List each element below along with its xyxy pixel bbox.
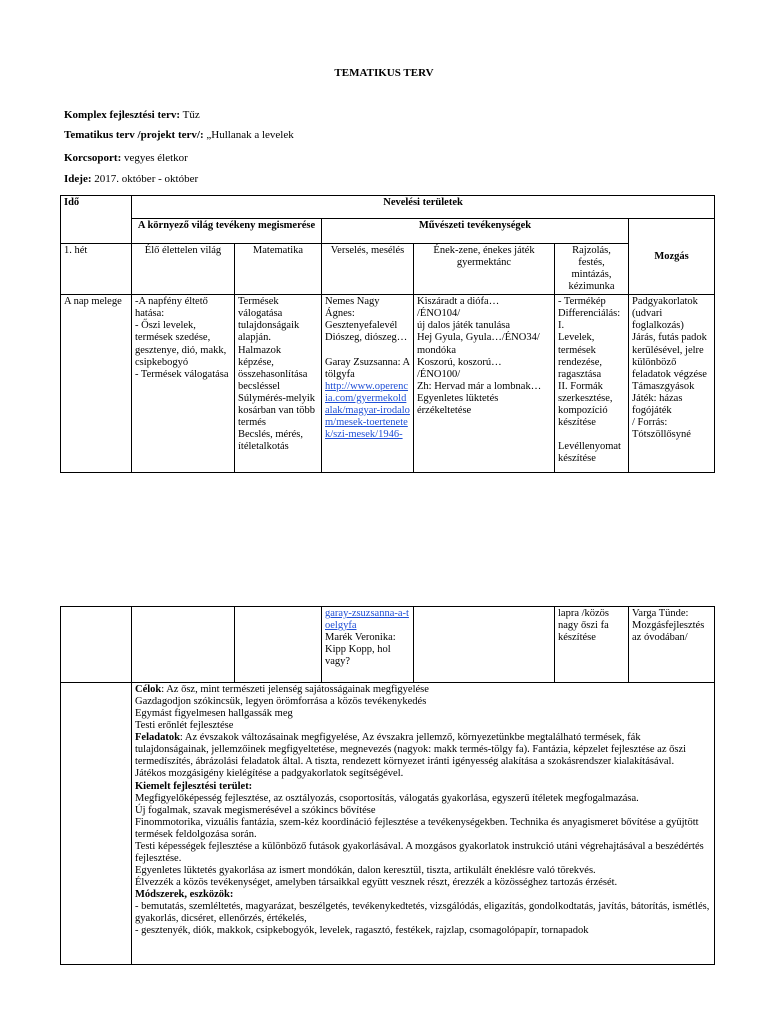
header-muveszeti: Művészeti tevékenységek: [322, 219, 629, 244]
cell-verseles-cont: [322, 607, 414, 683]
meta-value: Tűz: [180, 109, 200, 121]
celok-line: [135, 684, 711, 696]
tolgyfa-link-cont[interactable]: garay-zsuzsanna-a-toelgyfa: [325, 608, 409, 632]
header-elo: Élő élettelen világ: [132, 244, 235, 295]
header-rajzolas: Rajzolás, festés, mintázás, kézimunka: [555, 244, 629, 295]
meta-value: „Hullanak a levelek: [203, 129, 294, 141]
cell-verseles: [322, 295, 414, 473]
cell-rajzolas: - Termékép Differenciálás: I. Levelek, termések rendezése, ragasztása II. Formák szerkesztése, kompozíció készítése Levéllenyomat készítése: [555, 295, 629, 473]
cell-matek: Termések válogatása tulajdonságaik alapján. Halmazok képzése, összehasonlítása becsléssel Súlymérés-melyik kosárban van több termés Becslés, mérés, ítéletalkotás: [235, 295, 322, 473]
cell-elo: -A napfény éltető hatása: - Őszi levelek, termések szedése, gesztenye, dió, makk, csipkebogyó - Termések válogatása: [132, 295, 235, 473]
meta-value: vegyes életkor: [121, 152, 188, 164]
table-header-row: [61, 196, 715, 219]
meta-korcsoport: [64, 152, 188, 165]
header-het: 1. hét: [61, 244, 132, 295]
table-subheader-row: [61, 244, 715, 295]
kiemelt-item: Élvezzék a közös tevékenységet, amelyben társaikkal együtt vesznek részt, érezzék a közösséghez tartozás érzését.: [135, 877, 618, 888]
header-verseles: Verselés, mesélés: [322, 244, 414, 295]
plan-table-continued: [60, 606, 715, 965]
meta-label: Ideje:: [64, 173, 92, 185]
cell-elo-cont: [132, 607, 235, 683]
verseles-text-cont: Marék Veronika: Kipp Kopp, hol vagy?: [325, 632, 396, 668]
celok-label: Célok: [135, 684, 162, 695]
feladatok-item: Játékos mozgásigény kielégítése a padgyakorlatok segítségével.: [135, 768, 404, 780]
plan-table: [60, 195, 715, 473]
celok-item: Gazdagodjon szókincsük, legyen örömforrása a közös tevékenykedés: [135, 696, 427, 708]
header-nevelesi: Nevelési területek: [132, 196, 715, 219]
meta-label: Tematikus terv /projekt terv/:: [64, 129, 204, 141]
goals-ido-cell: [61, 683, 132, 965]
feladatok-label: Feladatok: [135, 732, 180, 744]
kiemelt-label: Kiemelt fejlesztési terület:: [135, 780, 253, 792]
meta-label: Komplex fejlesztési terv:: [64, 109, 181, 121]
cell-matek-cont: [235, 607, 322, 683]
verseles-text: Nemes Nagy Ágnes: Gesztenyefalevél Diószeg, diószeg… Garay Zsuzsanna: A tölgyfa: [325, 296, 410, 380]
table-row: [61, 607, 715, 683]
goals-cell: [132, 683, 715, 965]
modszerek-item: - bemutatás, szemléltetés, magyarázat, beszélgetés, tevékenykedtetés, vizsgálódás, eligazítás, gondolkodtatás, javítás, bátorítás, ismétlés, gyakorlás, dicséret, ellenőrzés, értékelés,: [135, 901, 710, 925]
header-mozgas: Mozgás: [629, 219, 715, 295]
feladatok-line: [135, 732, 711, 768]
header-matek: Matematika: [235, 244, 322, 295]
kiemelt-item: Egyenletes lüktetés gyakorlása az ismert mondókán, dalon keresztül, tiszta, artikulált éneklésre való törekvés.: [135, 864, 596, 876]
document-title: TEMATIKUS TERV: [334, 67, 434, 79]
feladatok-text: : Az évszakok változásainak megfigyelése, Az évszakra jellemző, környezetünkbe megtalálható termések, fák tulajdonságainak, jellemzőinek megfigyeltetése, megnevezés (nagyok: makk termés-tölgy fa). Fantázia, képzelet fejlesztése az őszi termedíszítés, ábrázolási feladatok által. A tiszta, rendezett környezet iránti igényesség alakítása a szokásrendszer kialakításával.: [135, 732, 687, 768]
tolgyfa-link[interactable]: http://www.operencia.com/gyermekoldalak/magyar-irodalom/mesek-toertenetek/szi-mesek/1946-: [325, 380, 410, 440]
table-header-row: [61, 219, 715, 244]
cell-rajzolas-cont: lapra /közös nagy őszi fa készítése: [555, 607, 629, 683]
kiemelt-item: Testi képességek fejlesztése a különböző futások gyakorlásával. A mozgásos gyakorlatok instrukció utáni végrehajtásával a beszédértés fejlesztése.: [135, 840, 704, 864]
modszerek-label: Módszerek, eszközök:: [135, 889, 234, 901]
kiemelt-item: Új fogalmak, szavak megismerésével a szókincs bővítése: [135, 804, 376, 816]
celok-item: Testi erőnlét fejlesztése: [135, 720, 234, 732]
meta-value: 2017. október - október: [91, 173, 199, 185]
cell-ido-cont: [61, 607, 132, 683]
meta-tematikus: [64, 129, 294, 142]
cell-enek-cont: [414, 607, 555, 683]
kiemelt-item: Finommotorika, vizuális fantázia, szem-kéz koordináció fejlesztése a tevékenységekben. Technika és anyagismeret bővítése a gyűjtött termések feldolgozása során.: [135, 816, 699, 840]
goals-row: [61, 683, 715, 965]
celok-first: : Az ősz, mint természeti jelenség sajátosságainak megfigyelése: [161, 684, 429, 695]
header-ido: Idő: [61, 196, 132, 244]
meta-komplex: [64, 109, 200, 122]
cell-mozgas-cont: Varga Tünde: Mozgásfejlesztés az óvodában/: [629, 607, 715, 683]
cell-enek: Kiszáradt a diófa… /ÉNO104/ új dalos játék tanulása Hej Gyula, Gyula…/ÉNO34/ mondóka Koszorú, koszorú… /ÉNO100/ Zh: Hervad már a lombnak… Egyenletes lüktetés érzékeltetése: [414, 295, 555, 473]
cell-ido: A nap melege: [61, 295, 132, 473]
kiemelt-item: Megfigyelőképesség fejlesztése, az osztályozás, csoportosítás, válogatás gyakorlása, egyszerű ítéletek megfogalmazása.: [135, 792, 639, 804]
header-kornyezo: A környező világ tevékeny megismerése: [132, 219, 322, 244]
header-enek: Ének-zene, énekes játék gyermektánc: [414, 244, 555, 295]
modszerek-item: - gesztenyék, diók, makkok, csipkebogyók, levelek, ragasztó, festékek, rajzlap, csomagolópapír, tornapadok: [135, 925, 589, 937]
table-row: [61, 295, 715, 473]
meta-label: Korcsoport:: [64, 152, 122, 164]
cell-mozgas: Padgyakorlatok (udvari foglalkozás) Járás, futás padok kerülésével, jelre különböző feladatok végzése Támaszgyások Játék: házas fogójáték / Forrás: Tótszöllősyné: [629, 295, 715, 473]
celok-item: Egymást figyelmesen hallgassák meg: [135, 708, 293, 720]
meta-ideje: [64, 173, 198, 186]
